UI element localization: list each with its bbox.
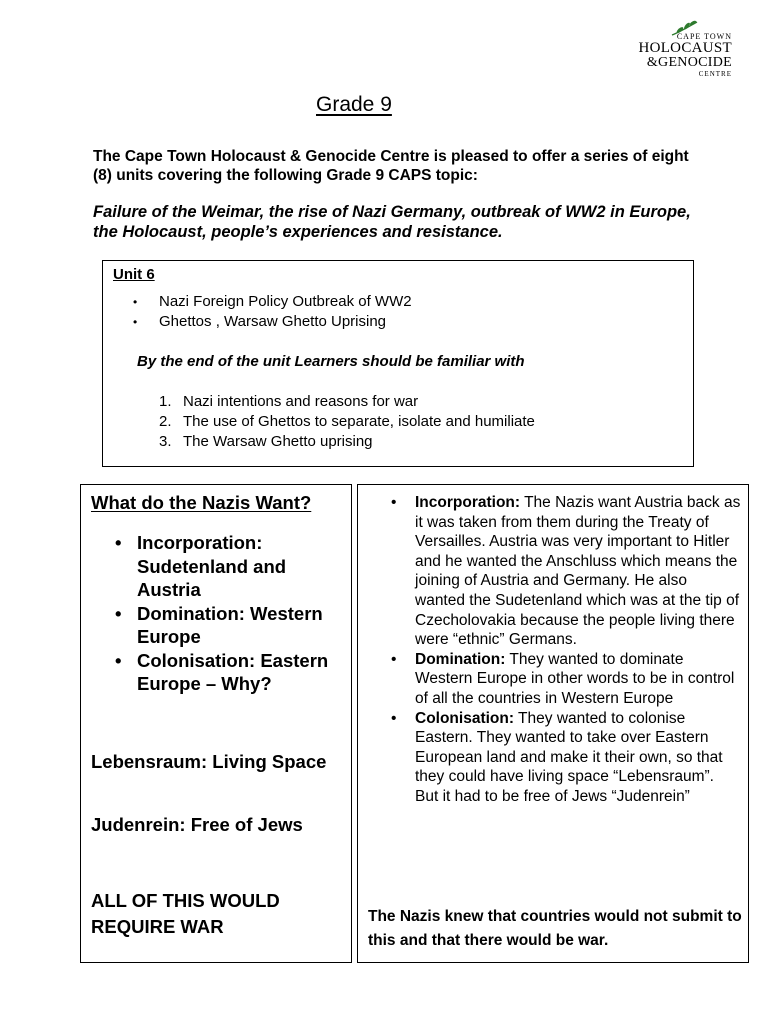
- objective-list: [159, 392, 535, 452]
- explanation-item: • Colonisation: They wanted to colonise Eastern. They wanted to take over Eastern European land and make it their own, so that they could have living space “Lebensraum”. But it had to be free of Jews “Judenrein”: [391, 709, 741, 807]
- nazi-aim-item: • Incorporation: Sudetenland and Austria: [115, 531, 345, 602]
- grade-title: Grade 9: [316, 93, 392, 116]
- logo-line-2: HOLOCAUST: [638, 40, 732, 56]
- unit-bullet: • Ghettos , Warsaw Ghetto Uprising: [133, 312, 412, 332]
- unit-box: [102, 260, 694, 467]
- nazi-aim-item: • Colonisation: Eastern Europe – Why?: [115, 649, 345, 696]
- objective-item: 2. The use of Ghettos to separate, isolate and humiliate: [159, 413, 535, 430]
- nazi-aims-heading: What do the Nazis Want?: [91, 492, 312, 513]
- explanation-item: • Incorporation: The Nazis want Austria back as it was taken from them during the Treaty of Versailles. Austria was very important to Hitler and he wanted the Anschluss which means the joining of Austria and Germany. He also wanted the Sudetenland which was at the tip of Czecholovakia because the people living there were “ethnic” Germans.: [391, 493, 741, 650]
- explanation-term: Domination:: [415, 650, 506, 668]
- unit-title: Unit 6: [113, 266, 155, 283]
- war-conclusion: The Nazis knew that countries would not submit to this and that there would be war.: [368, 908, 742, 949]
- nazi-aims-box: [80, 484, 352, 963]
- nazi-aim-item: • Domination: Western Europe: [115, 602, 345, 649]
- logo-line-3: &GENOCIDE: [646, 55, 732, 70]
- explanation-item: • Domination: They wanted to dominate Western Europe in other words to be in control of all the countries in Western Europe: [391, 650, 741, 709]
- logo-line-4: CENTRE: [698, 70, 732, 78]
- nazi-aims-list: [115, 531, 345, 696]
- explanation-term: Colonisation:: [415, 709, 515, 727]
- war-statement: ALL OF THIS WOULD REQUIRE WAR: [91, 890, 280, 937]
- unit-bullet-list: [133, 292, 412, 332]
- judenrein-term: Judenrein: Free of Jews: [91, 814, 303, 835]
- objective-item: 1. Nazi intentions and reasons for war: [159, 393, 419, 410]
- intro-paragraph: The Cape Town Holocaust & Genocide Centre is pleased to offer a series of eight (8) units covering the following Grade 9 CAPS topic:: [93, 148, 689, 184]
- objective-heading: By the end of the unit Learners should be familiar with: [137, 353, 525, 370]
- lebensraum-term: Lebensraum: Living Space: [91, 751, 327, 772]
- holocaust-centre-logo: [640, 20, 732, 76]
- explanation-term: Incorporation:: [415, 494, 521, 511]
- caps-topic: Failure of the Weimar, the rise of Nazi Germany, outbreak of WW2 in Europe, the Holocaust, people’s experiences and resistance.: [93, 203, 691, 241]
- explanation-list: [391, 493, 741, 807]
- logo-line-1: CAPE TOWN: [676, 32, 732, 41]
- unit-bullet: • Nazi Foreign Policy Outbreak of WW2: [133, 292, 412, 312]
- explanation-box: [357, 484, 749, 963]
- objective-item: 3. The Warsaw Ghetto uprising: [159, 433, 373, 450]
